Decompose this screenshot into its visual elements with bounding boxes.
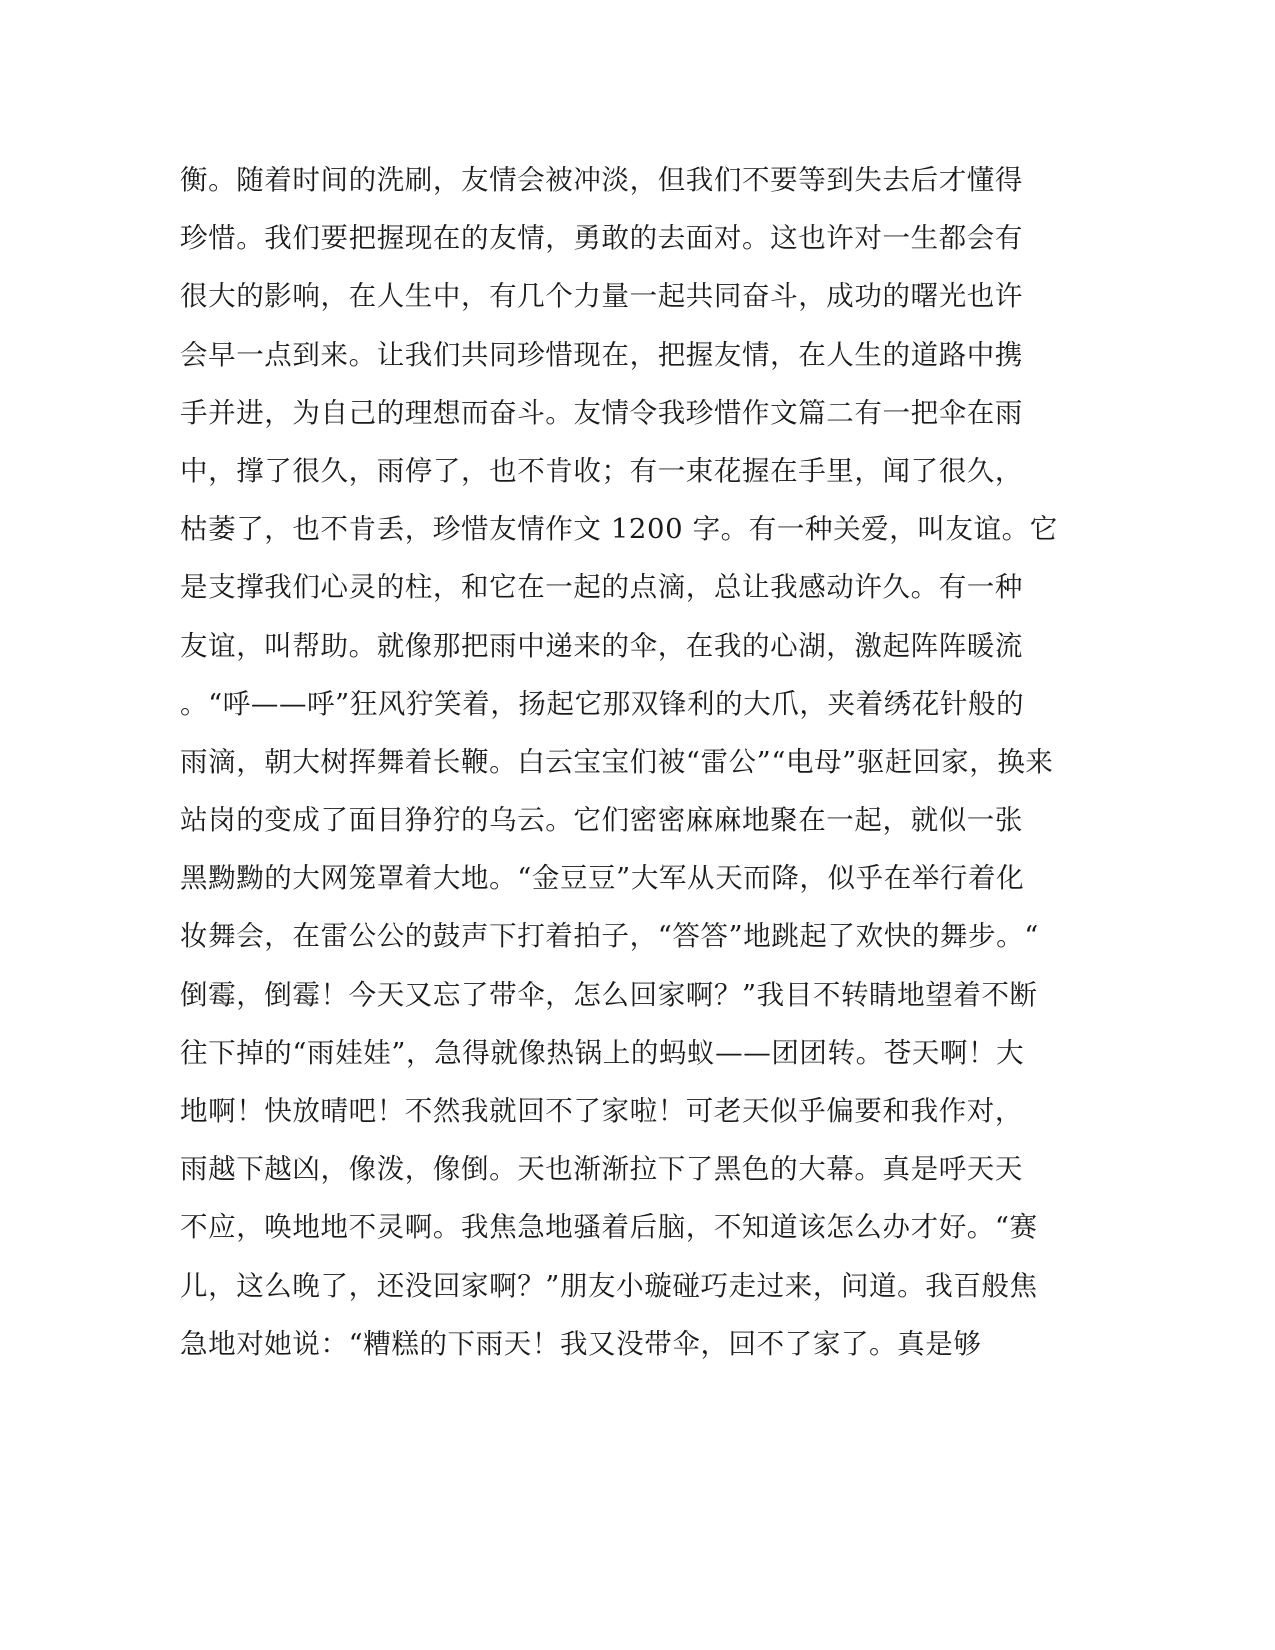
text-line: 急地对她说：“糟糕的下雨天！我又没带伞，回不了家了。真是够 [180,1327,982,1360]
text-line: 倒霉，倒霉！今天又忘了带伞，怎么回家啊？”我目不转睛地望着不断 [180,978,1038,1011]
text-line: 枯萎了，也不肯丢，珍惜友情作文 1200 字。有一种关爱，叫友谊。它 [180,513,1058,546]
text-line: 往下掉的“雨娃娃”，急得就像热锅上的蚂蚁——团团转。苍天啊！大 [180,1036,1025,1069]
essay-text [180,156,1058,1378]
text-line: 儿，这么晚了，还没回家啊？”朋友小璇碰巧走过来，问道。我百般焦 [180,1269,1038,1302]
text-line: 。“呼——呼”狂风狞笑着，扬起它那双锋利的大爪，夹着绣花针般的 [180,687,1025,720]
text-line: 地啊！快放晴吧！不然我就回不了家啦！可老天似乎偏要和我作对， [180,1095,1023,1127]
text-line: 手并进，为自己的理想而奋斗。友情令我珍惜作文篇二有一把伞在雨 [180,396,1023,429]
text-line: 雨滴，朝大树挥舞着长鞭。白云宝宝们被“雷公”“电母”驱赶回家，换来 [180,745,1054,778]
text-line: 不应，唤地地不灵啊。我焦急地骚着后脑，不知道该怎么办才好。“赛 [180,1211,1038,1244]
text-line: 站岗的变成了面目狰狞的乌云。它们密密麻麻地聚在一起，就似一张 [180,804,1023,837]
text-line: 珍惜。我们要把握现在的友情，勇敢的去面对。这也许对一生都会有 [180,222,1023,255]
text-line: 中，撑了很久，雨停了，也不肯收；有一束花握在手里，闻了很久， [180,454,1023,487]
text-line: 妆舞会，在雷公公的鼓声下打着拍子，“答答”地跳起了欢快的舞步。“ [180,920,1039,953]
text-line: 雨越下越凶，像泼，像倒。天也渐渐拉下了黑色的大幕。真是呼天天 [180,1153,1023,1186]
text-line: 会早一点到来。让我们共同珍惜现在，把握友情，在人生的道路中携 [180,338,1023,371]
text-line: 友谊，叫帮助。就像那把雨中递来的伞，在我的心湖，激起阵阵暖流 [180,629,1023,662]
text-line: 衡。随着时间的洗刷，友情会被冲淡，但我们不要等到失去后才懂得 [180,164,1023,196]
text-line: 很大的影响，在人生中，有几个力量一起共同奋斗，成功的曙光也许 [180,280,1023,313]
text-line: 黑黝黝的大网笼罩着大地。“金豆豆”大军从天而降，似乎在举行着化 [180,862,1025,895]
text-line: 是支撑我们心灵的柱，和它在一起的点滴，总让我感动许久。有一种 [180,571,1023,604]
